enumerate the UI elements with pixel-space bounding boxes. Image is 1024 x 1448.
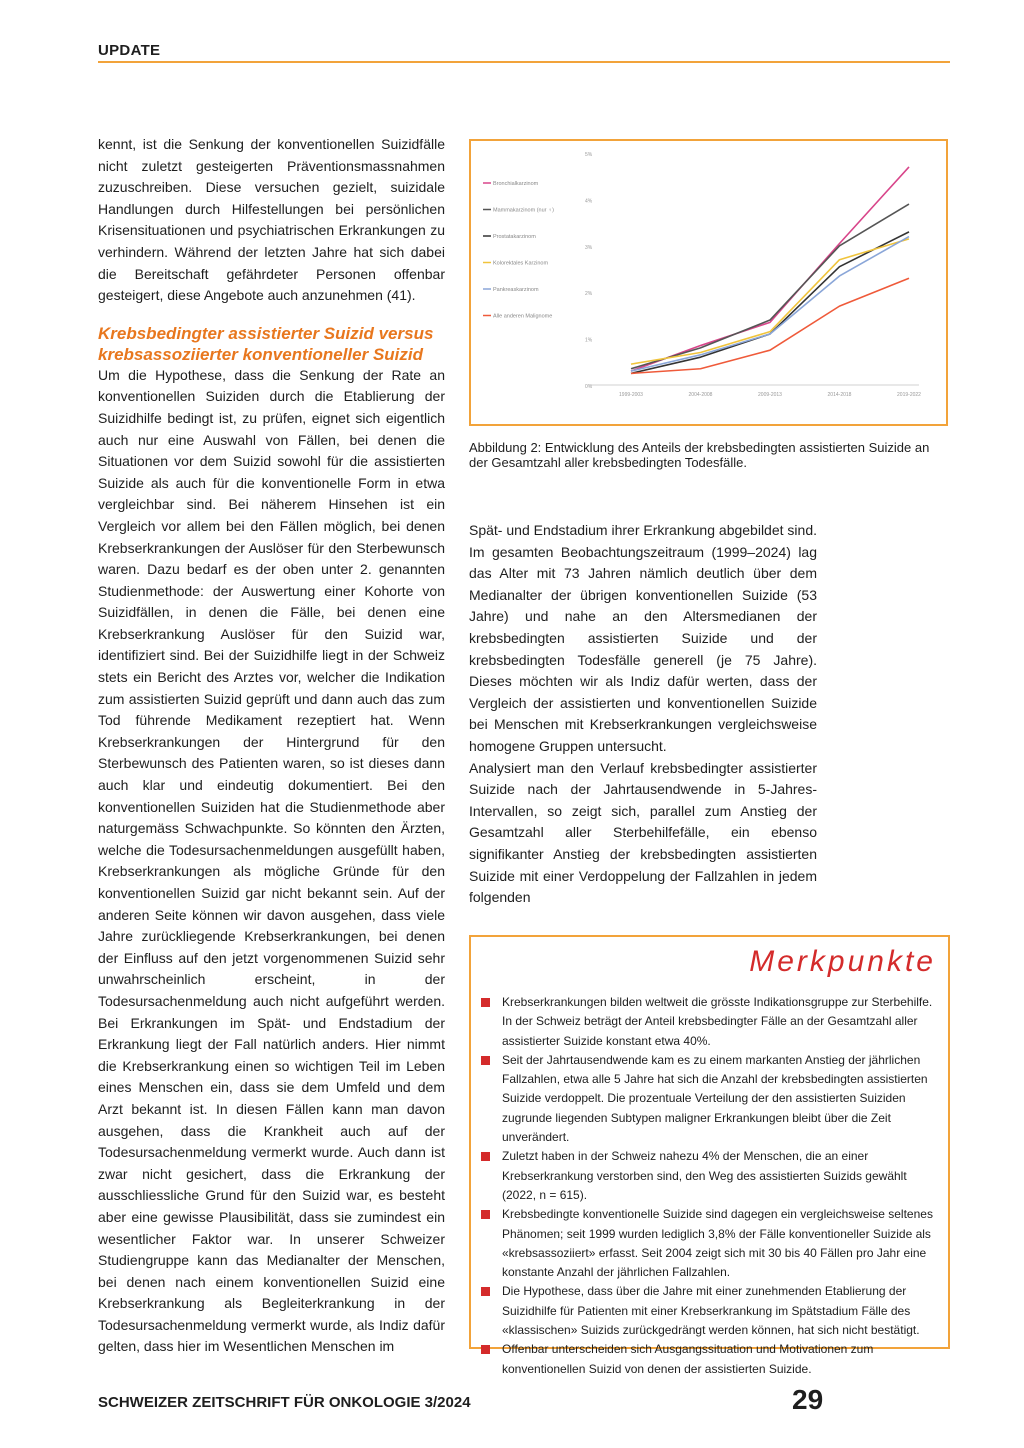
series-line [631, 232, 909, 374]
left-column [98, 134, 445, 1358]
figure-frame [469, 139, 948, 426]
square-bullet-icon [481, 1152, 490, 1161]
x-tick-label: 1999-2003 [619, 392, 643, 398]
list-item-text: Krebsbedingte konventionelle Suizide sind dagegen ein vergleichsweise seltenes Phänomen; seit 1999 wurden lediglich 3,8% der Fälle konventioneller Suizide als «krebsassoziiert» erfasst. Seit 2004 zeigt sich mit 30 bis 40 Fällen pro Jahr eine konstante Anzahl der jährlichen Fallzahlen. [502, 1207, 933, 1280]
legend-label: Kolorektales Karzinom [493, 260, 549, 267]
figure-caption: Abbildung 2: Entwicklung des Anteils der krebsbedingten assistierten Suizide an der Gesamtzahl aller krebsbedingten Todesfälle. [469, 440, 930, 470]
list-item-text: Zuletzt haben in der Schweiz nahezu 4% der Menschen, die an einer Krebserkrankung verstorben sind, den Weg des assistierten Suizids gewählt (2022, n = 615). [502, 1149, 907, 1202]
y-tick-label: 5% [585, 152, 593, 158]
y-tick-label: 3% [585, 244, 593, 251]
series-line [631, 278, 909, 373]
list-item-text: Offenbar unterscheiden sich Ausgangssituation und Motivationen zum konventionellen Suizid von denen der assistierten Suizide. [502, 1342, 874, 1376]
legend-label: Alle anderen Malignome [493, 313, 553, 320]
legend-label: Mammakarzinom (nur ♀) [493, 207, 554, 214]
square-bullet-icon [481, 998, 490, 1007]
section-heading: Krebsbedingter assistierter Suizid versus krebsassoziierter konventioneller Suizid [98, 323, 434, 364]
y-tick-label: 0% [585, 384, 593, 390]
paragraph: Spät- und Endstadium ihrer Erkrankung abgebildet sind. Im gesamten Beobachtungszeitraum (1999–2024) lag das Alter mit 73 Jahren nämlich deutlich über dem Medianalter der übrigen konventionellen Suizide (53 Jahre) und nahe an den Altersmedianen der krebsbedingten assistierten Suizide und der krebsbedingten Todesfälle generell (je 75 Jahre). Dieses möchten wir als Indiz dafür werten, dass der Vergleich der assistierten und konventionellen Suizide bei Menschen mit Krebserkrankungen vergleichsweise homogene Gruppen untersucht. [469, 522, 817, 754]
paragraph: Analysiert man den Verlauf krebsbedingter assistierter Suizide nach der Jahrtausendwende in 5-Jahres-Intervallen, so zeigt sich, parallel zum Anstieg der Gesamtzahl aller Sterbehilfefälle, ein ebenso signifikanter Anstieg der krebsbedingten assistierten Suizide mit einer Verdoppelung der Fallzahlen in jedem folgenden [469, 759, 817, 906]
list-item-text: Die Hypothese, dass über die Jahre mit einer zunehmenden Etablierung der Suizidhilfe für Patienten mit einer Krebserkrankung im Spätstadium Fälle des «klassischen» Suizids zurückgedrängt werden können, hat sich nicht bestätigt. [502, 1284, 920, 1338]
y-tick-label: 1% [585, 337, 593, 344]
list-item [481, 1340, 939, 1379]
merkpunkte-title: Merkpunkte [749, 945, 936, 978]
list-item [481, 1051, 939, 1147]
section-label: UPDATE [98, 42, 161, 59]
list-item [481, 993, 939, 1051]
journal-title: SCHWEIZER ZEITSCHRIFT FÜR ONKOLOGIE 3/2024 [98, 1394, 471, 1411]
x-tick-label: 2004-2008 [688, 392, 713, 398]
merkpunkte-box [469, 935, 950, 1376]
legend-label: Bronchialkarzinom [493, 181, 539, 187]
square-bullet-icon [481, 1056, 490, 1065]
legend-label: Pankreaskarzinom [493, 287, 539, 293]
series-line [631, 204, 909, 369]
y-tick-label: 4% [585, 198, 593, 205]
paragraph: kennt, ist die Senkung der konventionellen Suizidfälle nicht zuletzt gesteigerten Präventionsmassnahmen zuzuschreiben. Diese versuchen gezielt, suizidale Handlungen durch Hilfestellungen bei persönlichen Krisensituationen und psychiatrischen Erkrankungen zu verhindern. Während der letzten Jahre hat sich dabei die Bereitschaft gefährdeter Personen offenbar gesteigert, diese Angebote auch anzunehmen (41). [98, 136, 445, 304]
list-item [481, 1205, 939, 1282]
paragraph: Um die Hypothese, dass die Senkung der Rate an konventionellen Suiziden durch die Etablierung der Suizidhilfe bedingt ist, zu prüfen, eignet sich eigentlich auch nur eine Auswahl von Fällen, bei denen die Situationen vor dem Suizid sowohl für die assistierten Suizide als auch für die konventionelle Form in etwa vergleichbar sind. Bei näherem Hinsehen ist ein Vergleich vor allem bei den Fällen möglich, bei denen Krebserkrankungen der Auslöser für den Sterbewunsch waren. Dazu bedarf es der oben unter 2. genannten Studienmethode: der Auswertung einer Kohorte von Suizidfällen, in denen die Fälle, bei denen eine Krebserkrankung Auslöser für den Suizid war, identifiziert sind. Bei der Suizidhilfe liegt in der Schweiz stets ein Bericht des Arztes vor, welcher die Indikation zum assistierten Suizid geprüft und dann auch das zum Tod führende Medikament rezeptiert hat. Wenn Krebserkrankungen der Hintergrund für den Sterbewunsch des Patienten waren, so ist dieses dann auch klar und eindeutig dokumentiert. Bei den konventionellen Suiziden hat die Studienmethode aber naturgemäss Schwachpunkte. So könnten den Ärzten, welche die Todesursachenmeldungen ausgefüllt haben, Krebserkrankungen als mögliche Gründe für den konventionellen Suizid gar nicht bekannt sein. Auf der anderen Seite können wir davon ausgehen, dass viele Jahre zurückliegende Krebserkrankungen, bei denen der Einfluss auf den jetzt vorgenommenen Suizid sehr unwahrscheinlich erscheint, in der Todesursachenmeldung auch nicht aufgeführt werden. Bei Erkrankungen im Spät- und Endstadium der Erkrankung liegt der Fall natürlich anders. Hier nimmt die Krebserkrankung einen so wichtigen Teil im Leben eines Menschen ein, dass sie dem Umfeld und dem Arzt bekannt ist. In diesen Fällen kann man davon ausgehen, dass die Krankheit auch auf der Todesursachenmeldung vermerkt wurde. Auch dann ist zwar nicht gesichert, dass die Erkrankung der ausschliessliche Grund für den Suizid war, es besteht aber eine gewisse Plausibilität, dass sie zumindest ein wesentlicher Faktor war. In unserer Schweizer Studiengruppe kann das Medianalter der Menschen, bei denen nach einem konventionellen Suizid eine Krebserkrankung als Begleiterkrankung in der Todesursachenmeldung vermerkt wurde, als Indiz dafür gelten, dass hier im Wesentlichen Menschen im [98, 366, 445, 1355]
series-line [631, 167, 909, 371]
series-line [631, 239, 909, 364]
header-rule [98, 61, 950, 63]
legend-label: Prostatakarzinom [493, 234, 536, 240]
list-item [481, 1147, 939, 1205]
square-bullet-icon [481, 1345, 490, 1354]
list-item-text: Seit der Jahrtausendwende kam es zu einem markanten Anstieg der jährlichen Fallzahlen, etwa alle 5 Jahre hat sich die Anzahl der krebsbedingten assistierten Suizide verdoppelt. Die prozentuale Verteilung der den assistierten Suiziden zugrunde liegenden Subtypen maligner Erkrankungen bleibt über die Zeit unverändert. [502, 1052, 928, 1145]
line-chart [471, 141, 946, 424]
square-bullet-icon [481, 1210, 490, 1219]
list-item-text: Krebserkrankungen bilden weltweit die grösste Indikationsgruppe zur Sterbehilfe. In der Schweiz beträgt der Anteil krebsbedingter Fälle an der Gesamtzahl aller assistierter Suizide konstant etwa 40%. [502, 995, 933, 1048]
x-tick-label: 2009-2013 [758, 392, 782, 398]
y-tick-label: 2% [585, 291, 593, 298]
x-tick-label: 2014-2018 [827, 392, 852, 398]
list-item [481, 1282, 939, 1340]
square-bullet-icon [481, 1287, 490, 1296]
x-tick-label: 2019-2022 [897, 392, 921, 398]
merkpunkte-list [481, 993, 939, 1379]
page-number: 29 [792, 1384, 824, 1415]
right-column [469, 520, 817, 909]
